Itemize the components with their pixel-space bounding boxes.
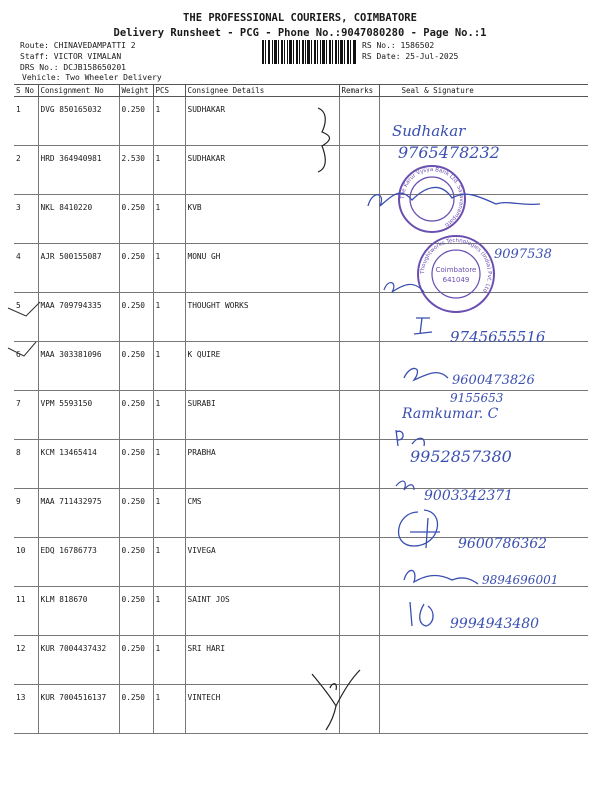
cell-consignment: KLM 818670: [38, 587, 119, 636]
cell-remarks: [339, 97, 379, 146]
cell-pcs: 1: [153, 244, 185, 293]
cell-consignment: KCM 13465414: [38, 440, 119, 489]
cell-weight: 0.250: [119, 440, 153, 489]
thoughtworks-pin: 641049: [442, 276, 470, 284]
cell-consignment: VPM 5593150: [38, 391, 119, 440]
cell-signature: [379, 293, 588, 342]
route-label: Route: CHINAVEDAMPATTI 2: [20, 41, 136, 50]
table-row: [14, 685, 588, 734]
cell-remarks: [339, 293, 379, 342]
col-header-sno: S No: [14, 85, 38, 97]
table-row: [14, 146, 588, 195]
kvb-stamp-text: The Karur Vysya Bank Ltd. Saravanampatti: [399, 166, 465, 228]
cell-remarks: [339, 636, 379, 685]
stamp-phone-number: 9097538: [494, 247, 552, 262]
table-row: [14, 244, 588, 293]
row9-phone: 9952857380: [410, 447, 512, 466]
cell-consignment: KUR 7004516137: [38, 685, 119, 734]
row6-phone: 9745655516: [450, 328, 546, 346]
cell-pcs: 1: [153, 538, 185, 587]
row8-phone: 9155653: [450, 391, 504, 405]
cell-consignment: MAA 711432975: [38, 489, 119, 538]
cell-weight: 0.250: [119, 391, 153, 440]
cell-sno: 10: [14, 538, 38, 587]
cell-sno: 5: [14, 293, 38, 342]
cell-signature: [379, 391, 588, 440]
cell-consignee: VINTECH: [185, 685, 339, 734]
table-header-row: [14, 85, 588, 97]
table-row: [14, 391, 588, 440]
thoughtworks-city: Coimbatore: [435, 266, 477, 274]
cell-pcs: 1: [153, 391, 185, 440]
col-header-consignment: Consignment No: [38, 85, 119, 97]
row10-phone: 9003342371: [424, 488, 514, 504]
cell-weight: 0.250: [119, 685, 153, 734]
cell-remarks: [339, 342, 379, 391]
cell-consignee: SURABI: [185, 391, 339, 440]
runsheet-table: [14, 84, 588, 734]
staff-label: Staff: VICTOR VIMALAN: [20, 52, 122, 61]
cell-signature: [379, 685, 588, 734]
cell-sno: 12: [14, 636, 38, 685]
cell-sno: 7: [14, 391, 38, 440]
cell-weight: 0.250: [119, 97, 153, 146]
cell-signature: [379, 489, 588, 538]
cell-consignee: K QUIRE: [185, 342, 339, 391]
cell-pcs: 1: [153, 685, 185, 734]
cell-remarks: [339, 244, 379, 293]
cell-consignee: KVB: [185, 195, 339, 244]
cell-sno: 8: [14, 440, 38, 489]
cell-weight: 0.250: [119, 538, 153, 587]
cell-consignee: SUDHAKAR: [185, 97, 339, 146]
cell-sno: 2: [14, 146, 38, 195]
cell-signature: [379, 195, 588, 244]
cell-consignee: SAINT JOS: [185, 587, 339, 636]
signature-phone: 9765478232: [398, 143, 500, 162]
row7-phone: 9600473826: [452, 373, 535, 388]
cell-weight: 0.250: [119, 195, 153, 244]
table-row: [14, 538, 588, 587]
cell-signature: [379, 97, 588, 146]
cell-weight: 0.250: [119, 293, 153, 342]
cell-pcs: 1: [153, 489, 185, 538]
cell-consignment: DVG 850165032: [38, 97, 119, 146]
cell-consignment: NKL 8410220: [38, 195, 119, 244]
rs-number: RS No.: 1586502: [362, 41, 435, 50]
row11-phone: 9600786362: [458, 536, 548, 552]
col-header-weight: Weight: [119, 85, 153, 97]
table-row: [14, 489, 588, 538]
cell-remarks: [339, 440, 379, 489]
table-row: [14, 342, 588, 391]
col-header-pcs: PCS: [153, 85, 185, 97]
cell-sno: 6: [14, 342, 38, 391]
cell-consignment: MAA 303381096: [38, 342, 119, 391]
runsheet-title: Delivery Runsheet - PCG - Phone No.:9047080280 - Page No.:1: [113, 27, 487, 39]
col-header-consignee: Consignee Details: [185, 85, 339, 97]
vehicle-label: Vehicle: Two Wheeler Delivery: [22, 73, 162, 82]
cell-signature: [379, 342, 588, 391]
cell-sno: 1: [14, 97, 38, 146]
cell-consignee: VIVEGA: [185, 538, 339, 587]
cell-weight: 0.250: [119, 636, 153, 685]
cell-signature: [379, 244, 588, 293]
cell-pcs: 1: [153, 195, 185, 244]
cell-consignment: KUR 7004437432: [38, 636, 119, 685]
cell-pcs: 1: [153, 440, 185, 489]
cell-consignee: SRI HARI: [185, 636, 339, 685]
cell-weight: 0.250: [119, 342, 153, 391]
table-row: [14, 440, 588, 489]
cell-consignment: HRD 364940981: [38, 146, 119, 195]
cell-signature: [379, 440, 588, 489]
cell-remarks: [339, 195, 379, 244]
cell-pcs: 1: [153, 293, 185, 342]
cell-consignee: PRABHA: [185, 440, 339, 489]
barcode: [262, 40, 356, 64]
cell-weight: 0.250: [119, 587, 153, 636]
cell-consignment: MAA 709794335: [38, 293, 119, 342]
cell-weight: 2.530: [119, 146, 153, 195]
table-row: [14, 636, 588, 685]
rs-date: RS Date: 25-Jul-2025: [362, 52, 459, 61]
cell-remarks: [339, 538, 379, 587]
cell-consignee: THOUGHT WORKS: [185, 293, 339, 342]
cell-weight: 0.250: [119, 489, 153, 538]
cell-consignee: CMS: [185, 489, 339, 538]
cell-sno: 9: [14, 489, 38, 538]
col-header-remarks: Remarks: [339, 85, 379, 97]
signature-name: Sudhakar: [392, 122, 466, 140]
cell-signature: [379, 538, 588, 587]
cell-signature: [379, 636, 588, 685]
cell-remarks: [339, 685, 379, 734]
cell-weight: 0.250: [119, 244, 153, 293]
cell-consignee: MONU GH: [185, 244, 339, 293]
col-header-signature: Seal & Signature: [379, 85, 588, 97]
table-row: [14, 293, 588, 342]
cell-remarks: [339, 391, 379, 440]
cell-pcs: 1: [153, 587, 185, 636]
cell-signature: [379, 587, 588, 636]
cell-pcs: 1: [153, 97, 185, 146]
cell-pcs: 1: [153, 342, 185, 391]
row12-phone: 9894696001: [482, 573, 559, 587]
row13-phone: 9994943480: [450, 616, 540, 632]
cell-sno: 11: [14, 587, 38, 636]
cell-consignee: SUDHAKAR: [185, 146, 339, 195]
cell-consignment: AJR 500155087: [38, 244, 119, 293]
cell-remarks: [339, 146, 379, 195]
thoughtworks-stamp-text: Thoughtworks Technologies (India) Pvt. Ltd.: [419, 237, 493, 296]
cell-pcs: 1: [153, 636, 185, 685]
table-row: [14, 587, 588, 636]
table-row: [14, 195, 588, 244]
cell-pcs: 1: [153, 146, 185, 195]
cell-remarks: [339, 587, 379, 636]
row8-name: Ramkumar. C: [402, 406, 499, 422]
company-name: THE PROFESSIONAL COURIERS, COIMBATORE: [183, 12, 417, 24]
cell-sno: 3: [14, 195, 38, 244]
cell-sno: 4: [14, 244, 38, 293]
cell-signature: [379, 146, 588, 195]
drs-number: DRS No.: DCJB158650201: [20, 63, 126, 72]
table-row: [14, 97, 588, 146]
cell-consignment: EDQ 16786773: [38, 538, 119, 587]
cell-remarks: [339, 489, 379, 538]
cell-sno: 13: [14, 685, 38, 734]
